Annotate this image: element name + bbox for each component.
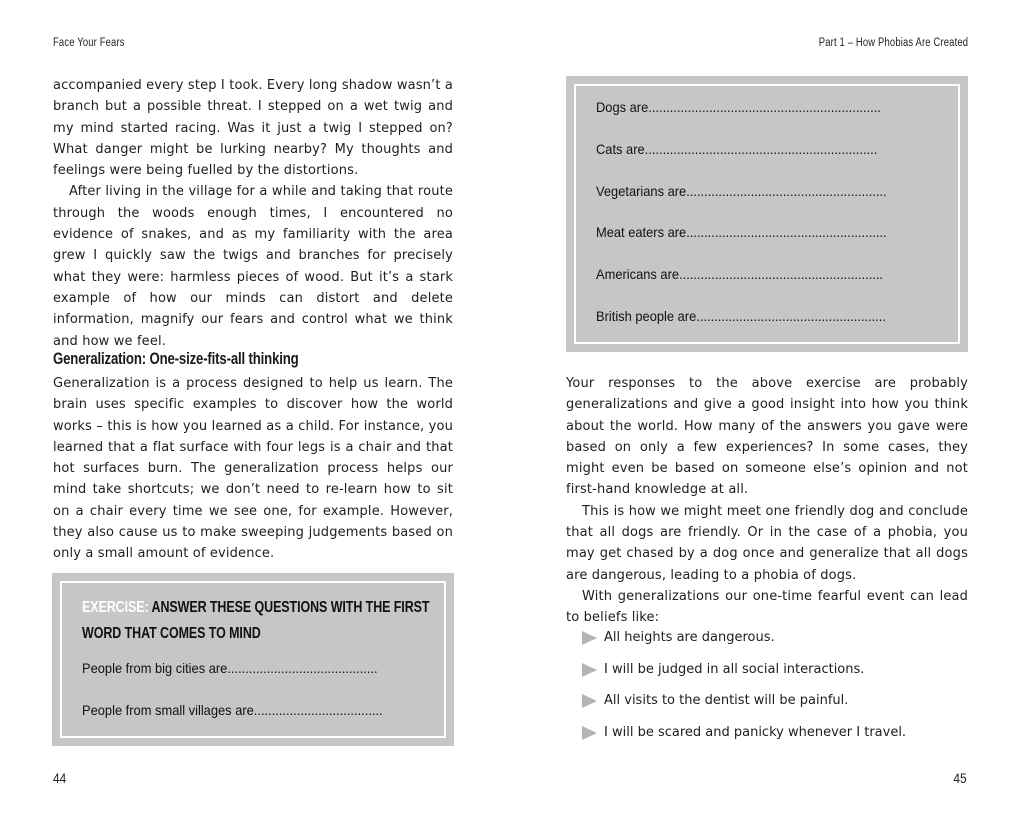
beliefs-list [580, 627, 960, 753]
triangle-right-icon [582, 663, 597, 677]
paragraph: After living in the village for a while and taking that route through the woods enough times, I encountered no evidence of snakes, and as my familiarity with the area grew I quickly saw the twigs and branches for precisely what they were: harmless pieces of wood. But it’s a stark example of how our minds can distort and delete information, magnify our fears and control what we think and how we feel. [53, 184, 453, 349]
exercise-prompt: Cats are................................................................. [596, 141, 878, 157]
exercise-box-inner [60, 581, 446, 738]
section-heading: Generalization: One-size-fits-all thinking [53, 350, 299, 368]
running-head: Part 1 – How Phobias Are Created [818, 37, 968, 49]
triangle-right-icon [582, 726, 597, 740]
triangle-right-icon [582, 631, 597, 645]
exercise-prompt: Vegetarians are........................................................ [596, 183, 887, 199]
right-page [510, 0, 1020, 816]
paragraph: This is how we might meet one friendly dog and conclude that all dogs are friendly. Or in the case of a phobia, you may get chased by a dog once and generalize that all dogs are dangerous, leading to a phobia of dogs. [566, 503, 968, 583]
list-item [580, 659, 960, 691]
page-number: 44 [53, 770, 67, 786]
list-item [580, 722, 960, 754]
paragraph: Generalization is a process designed to help us learn. The brain uses specific examples to discover how the world works – this is how you learned as a child. For instance, you learned that a flat surface with four legs is a chair and that hot surfaces burn. The generalization process helps our mind take shortcuts; we don’t need to re-learn how to sit on a chair every time we see one, for example. However, they also cause us to make sweeping judgements based on only a small amount of evidence. [53, 376, 453, 562]
exercise-prompt: People from small villages are.................................... [82, 702, 383, 718]
list-item-text: All visits to the dentist will be painful. [604, 693, 849, 708]
list-item-text: I will be judged in all social interactions. [604, 661, 865, 677]
exercise-prompt: Americans are......................................................... [596, 266, 884, 282]
list-item [580, 690, 960, 722]
list-item [580, 627, 960, 659]
list-item-text: I will be scared and panicky whenever I travel. [604, 724, 907, 740]
exercise-label: EXERCISE: [82, 599, 149, 616]
exercise-box [52, 573, 454, 746]
running-head: Face Your Fears [53, 37, 125, 49]
exercise-prompt: Dogs are................................................................. [596, 99, 881, 115]
body-text-section [53, 373, 453, 565]
triangle-right-icon [582, 694, 597, 708]
exercise-box-inner [574, 84, 960, 344]
paragraph: With generalizations our one-time fearful event can lead to beliefs like: [566, 588, 968, 626]
exercise-prompt: People from big cities are.......................................... [82, 660, 378, 676]
body-text-top [53, 75, 453, 352]
page-number: 45 [953, 770, 967, 786]
exercise-box-continued [566, 76, 968, 352]
paragraph: Your responses to the above exercise are probably generalizations and give a good insight into how you think about the world. How many of the answers you gave were based on only a few experiences? In some cases, they might even be based on someone else’s opinion and not first-hand knowledge at all. [566, 376, 968, 498]
body-text [566, 373, 968, 629]
list-item-text: All heights are dangerous. [604, 630, 775, 645]
exercise-title [82, 595, 441, 647]
paragraph: accompanied every step I took. Every long shadow wasn’t a branch but a possible threat. I stepped on a wet twig and my mind started racing. Was it just a twig I stepped on? What danger might be lurking nearby? My thoughts and feelings were being fuelled by the distortions. [53, 78, 453, 179]
exercise-prompt: Meat eaters are........................................................ [596, 224, 887, 240]
exercise-prompt: British people are..................................................... [596, 308, 886, 324]
exercise-title-text: ANSWER THESE QUESTIONS WITH THE FIRST WORD THAT COMES TO MIND [82, 599, 430, 642]
